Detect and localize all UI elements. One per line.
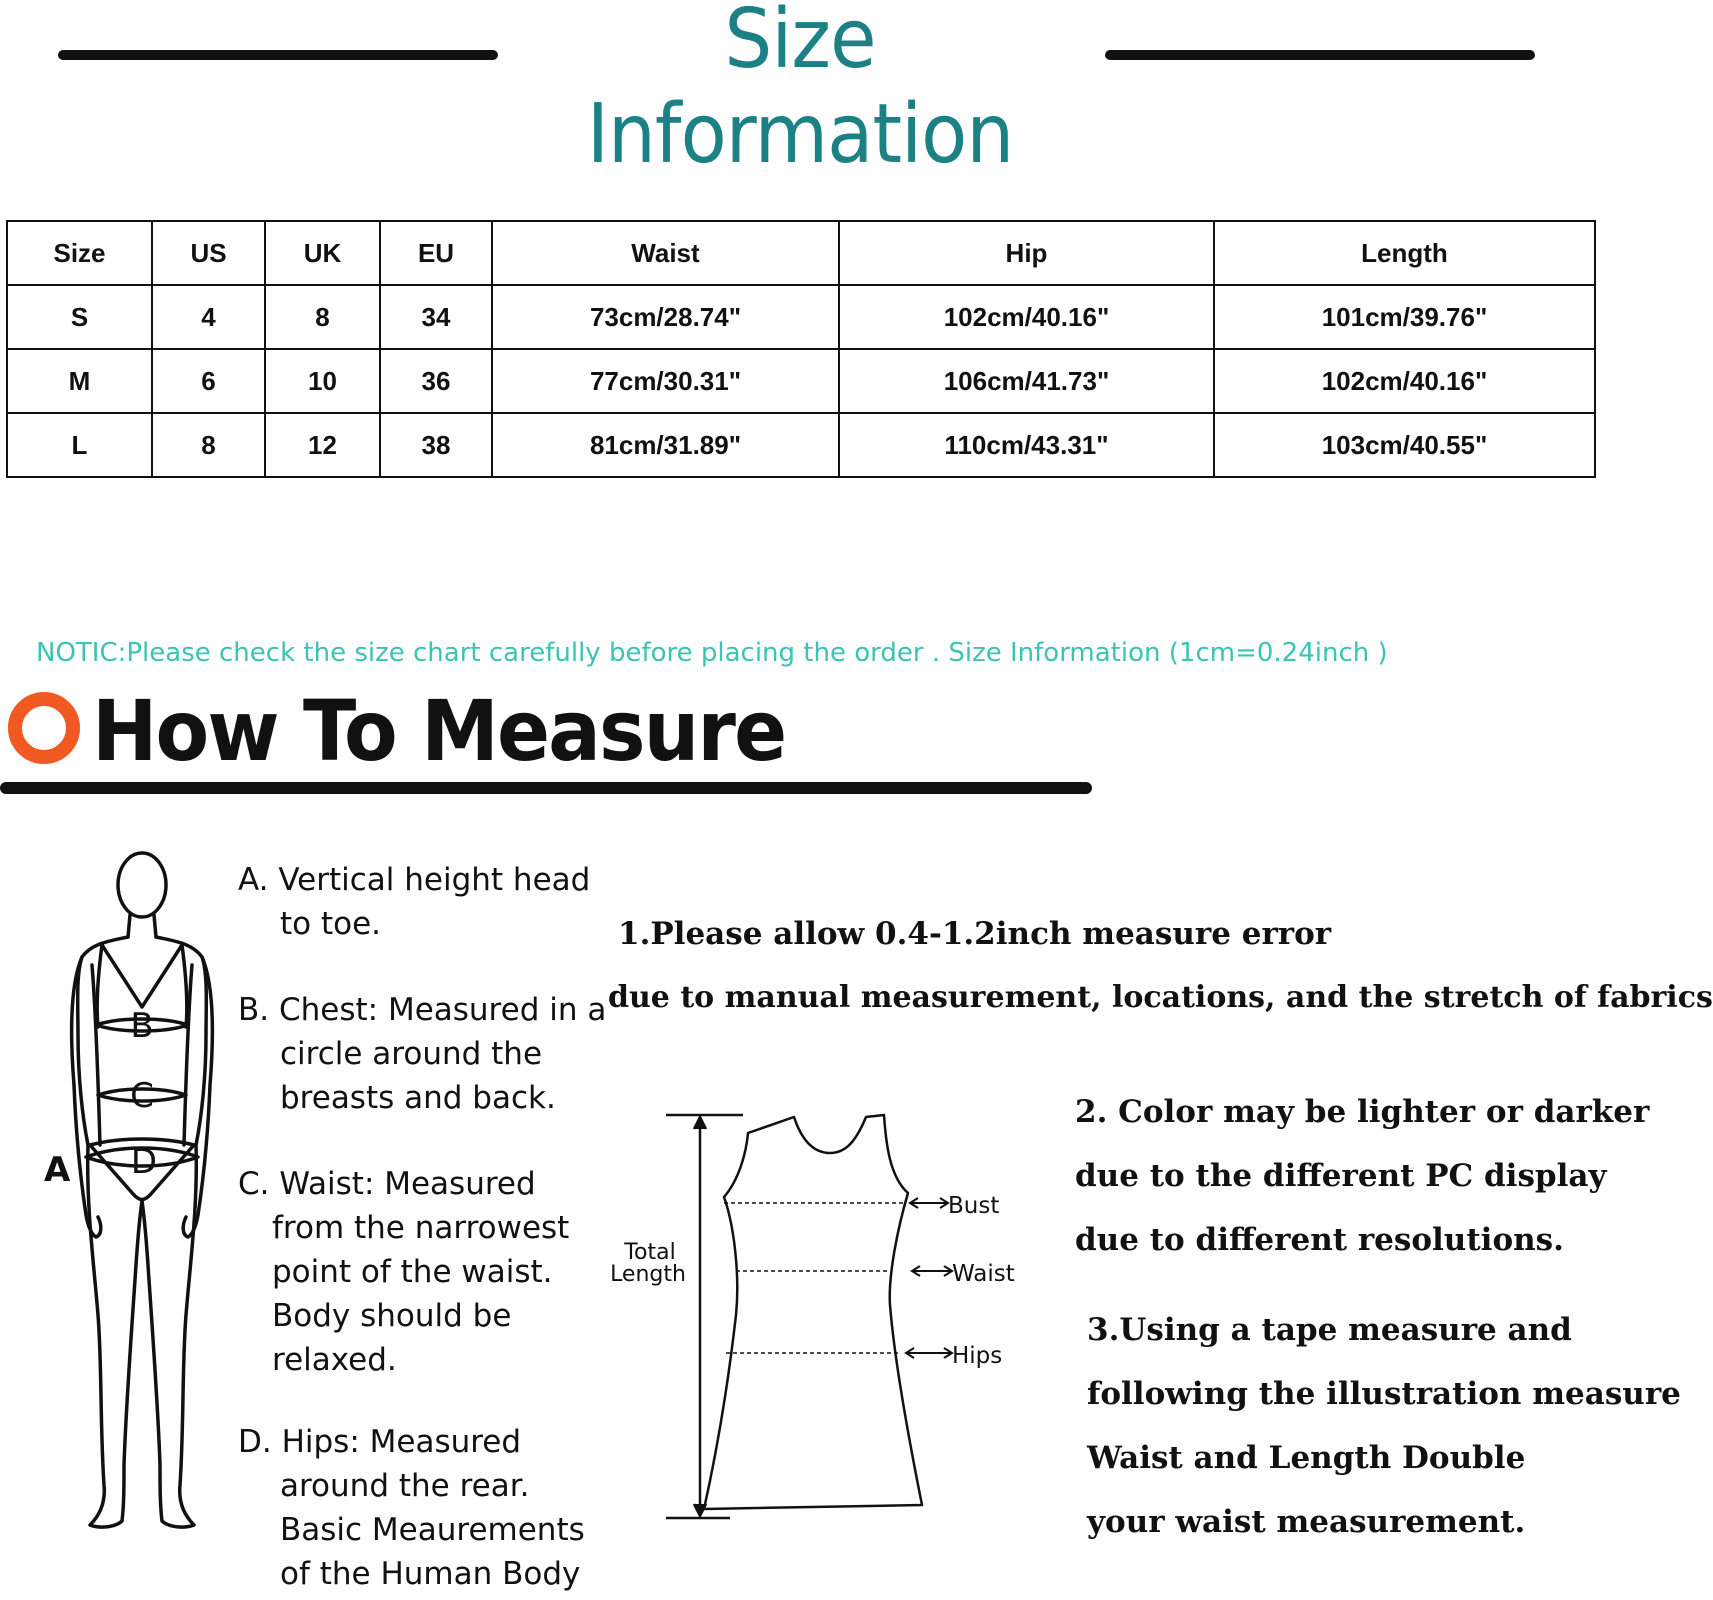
description-line: B. Chest: Measured in a xyxy=(238,992,607,1028)
note-line: due to manual measurement, locations, and the stretch of fabrics xyxy=(608,980,1713,1015)
note-line: your waist measurement. xyxy=(1087,1504,1526,1540)
waist-label: Waist xyxy=(952,1261,1015,1287)
hips-label: Hips xyxy=(952,1343,1003,1369)
table-cell: 106cm/41.73" xyxy=(839,349,1214,413)
note-line: 1.Please allow 0.4-1.2inch measure error xyxy=(618,916,1332,952)
note-color xyxy=(1075,1080,1649,1272)
how-to-measure-heading: How To Measure xyxy=(92,682,786,780)
table-cell: 10 xyxy=(265,349,380,413)
body-outline-figure xyxy=(40,845,230,1560)
description-line: Body should be xyxy=(272,1298,512,1334)
table-header-row xyxy=(7,221,1595,285)
description-line: from the narrowest xyxy=(272,1210,570,1246)
total-length-label-line2: Length xyxy=(610,1262,686,1287)
description-d xyxy=(238,1420,585,1596)
description-line: Basic Meaurements xyxy=(280,1512,585,1548)
table-cell: 8 xyxy=(265,285,380,349)
description-line: of the Human Body xyxy=(280,1556,581,1592)
table-row xyxy=(7,285,1595,349)
description-line: point of the waist. xyxy=(272,1254,553,1290)
description-line: circle around the xyxy=(280,1036,543,1072)
description-c xyxy=(238,1162,569,1382)
table-cell: 103cm/40.55" xyxy=(1214,413,1595,477)
note-tape-measure xyxy=(1087,1298,1681,1554)
table-cell: 77cm/30.31" xyxy=(492,349,839,413)
label-d: D xyxy=(130,1142,158,1182)
note-measure-error xyxy=(608,902,1713,1030)
table-cell: 110cm/43.31" xyxy=(839,413,1214,477)
column-header-us: US xyxy=(152,221,265,285)
column-header-uk: UK xyxy=(265,221,380,285)
table-cell: 6 xyxy=(152,349,265,413)
note-line: Waist and Length Double xyxy=(1087,1440,1526,1476)
description-line: around the rear. xyxy=(280,1468,530,1504)
column-header-length: Length xyxy=(1214,221,1595,285)
description-line: to toe. xyxy=(280,906,382,942)
description-line: breasts and back. xyxy=(280,1080,556,1116)
description-b xyxy=(238,988,606,1120)
total-length-label-line1: Total xyxy=(624,1240,676,1265)
note-line: 2. Color may be lighter or darker xyxy=(1075,1094,1650,1130)
table-cell: 34 xyxy=(380,285,492,349)
note-line: due to the different PC display xyxy=(1075,1158,1607,1194)
size-table xyxy=(6,220,1596,478)
table-cell: 101cm/39.76" xyxy=(1214,285,1595,349)
column-header-size: Size xyxy=(7,221,152,285)
table-cell: 38 xyxy=(380,413,492,477)
note-line: due to different resolutions. xyxy=(1075,1222,1564,1258)
table-cell: 8 xyxy=(152,413,265,477)
table-cell: 73cm/28.74" xyxy=(492,285,839,349)
column-header-hip: Hip xyxy=(839,221,1214,285)
title-row xyxy=(0,0,1600,182)
table-cell: S xyxy=(7,285,152,349)
heading-underline xyxy=(0,782,1092,794)
description-line: A. Vertical height head xyxy=(238,862,591,898)
column-header-eu: EU xyxy=(380,221,492,285)
label-a: A xyxy=(44,1150,71,1190)
description-line: C. Waist: Measured xyxy=(238,1166,536,1202)
column-header-waist: Waist xyxy=(492,221,839,285)
size-notice: NOTIC:Please check the size chart carefully before placing the order . Size Information (1cm=0.24inch ) xyxy=(36,638,1388,668)
table-cell: M xyxy=(7,349,152,413)
description-a xyxy=(238,858,590,946)
table-cell: 36 xyxy=(380,349,492,413)
table-row xyxy=(7,349,1595,413)
table-cell: 102cm/40.16" xyxy=(1214,349,1595,413)
table-cell: 81cm/31.89" xyxy=(492,413,839,477)
title-rule-right xyxy=(1105,50,1535,60)
table-cell: 4 xyxy=(152,285,265,349)
table-cell: 12 xyxy=(265,413,380,477)
dress-measurement-diagram xyxy=(610,1115,1038,1535)
title-rule-left xyxy=(58,50,498,60)
table-cell: 102cm/40.16" xyxy=(839,285,1214,349)
description-line: D. Hips: Measured xyxy=(238,1424,522,1460)
note-line: 3.Using a tape measure and xyxy=(1087,1312,1572,1348)
note-line: following the illustration measure xyxy=(1087,1376,1681,1412)
bust-label: Bust xyxy=(948,1193,1000,1219)
description-line: relaxed. xyxy=(272,1342,397,1378)
table-cell: L xyxy=(7,413,152,477)
label-c: C xyxy=(130,1076,154,1116)
circle-bullet-icon xyxy=(8,692,80,764)
label-b: B xyxy=(130,1006,154,1046)
page-title: Size Information xyxy=(586,0,1014,182)
table-row xyxy=(7,413,1595,477)
